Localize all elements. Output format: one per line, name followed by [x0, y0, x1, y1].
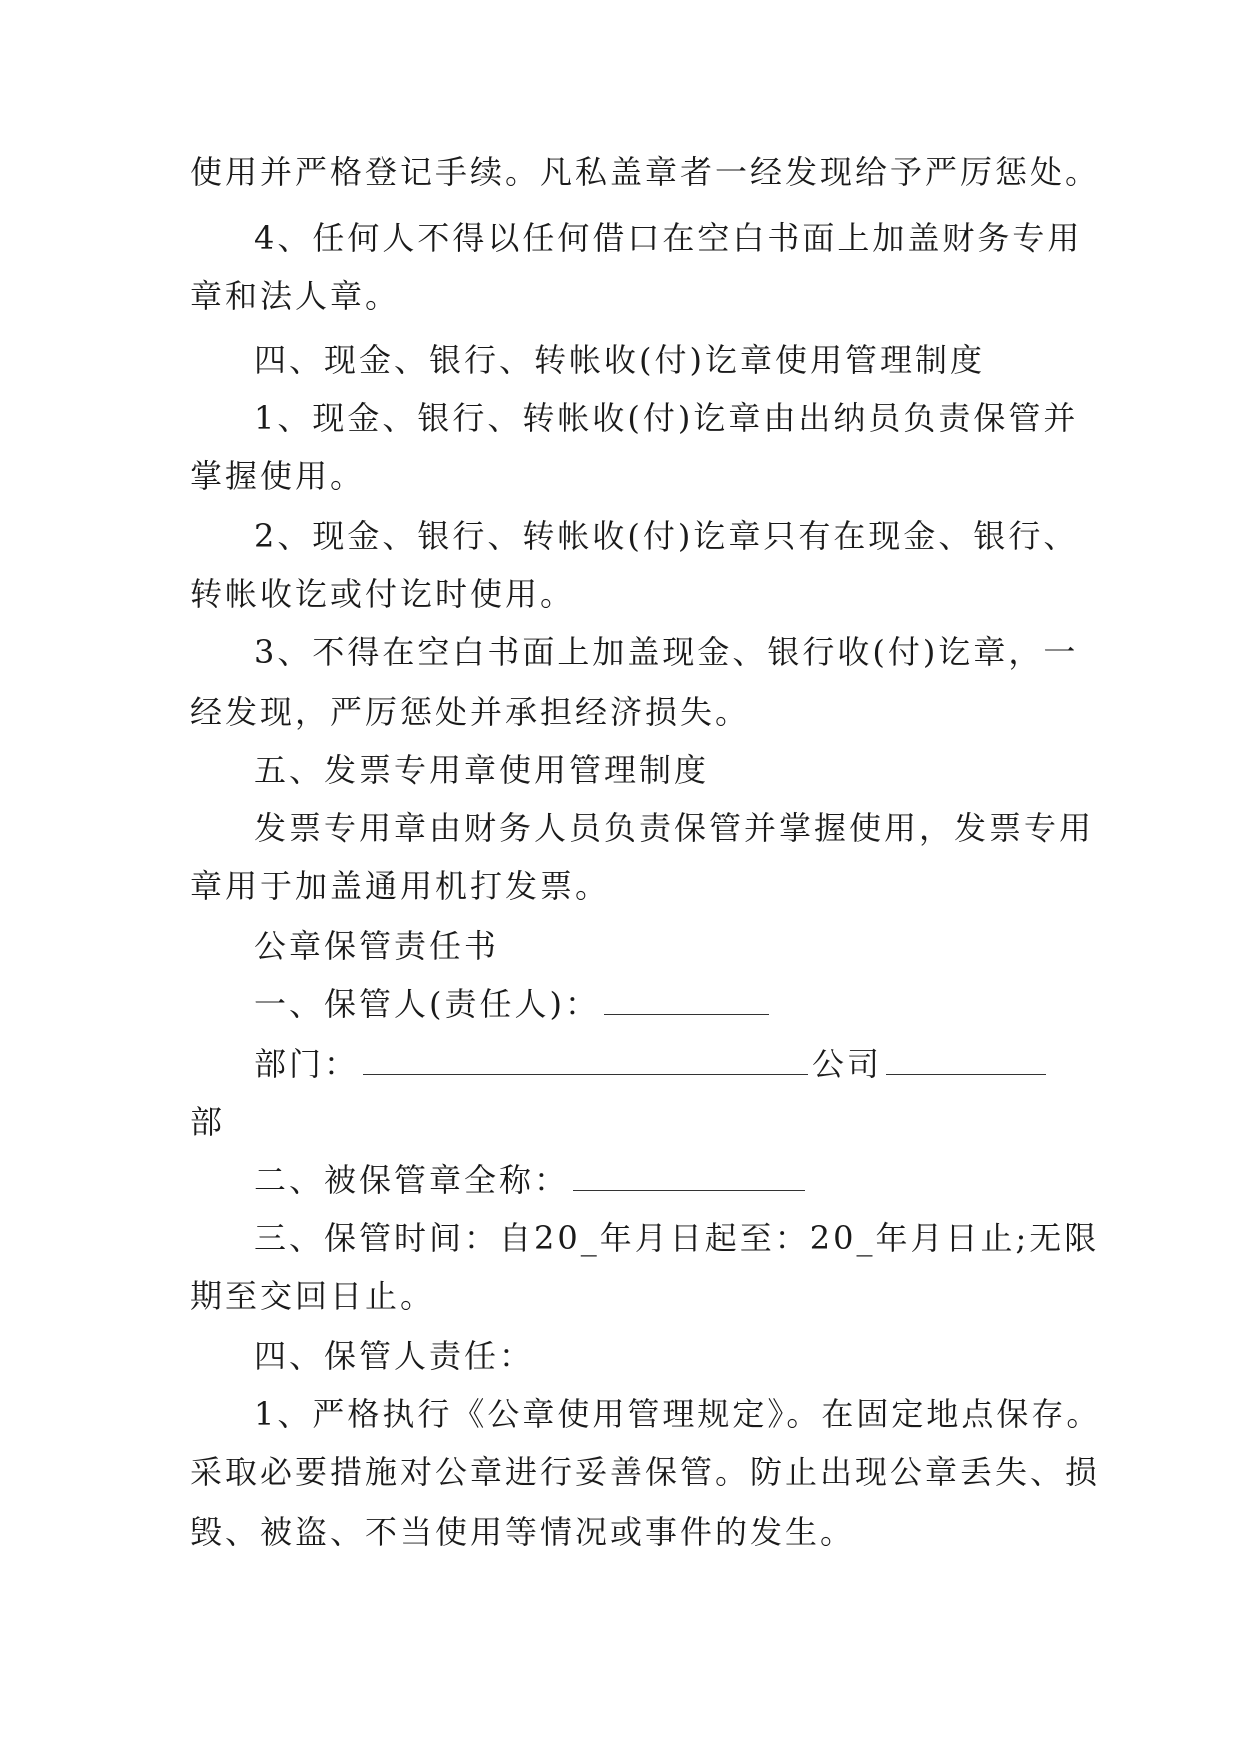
duty-heading: 四、保管人责任：	[254, 1337, 535, 1375]
paragraph-line: 经发现，严厉惩处并承担经济损失。	[190, 693, 751, 731]
paragraph-line: 发票专用章由财务人员负责保管并掌握使用，发票专用	[254, 809, 1095, 847]
company-label: 公司	[812, 1045, 883, 1083]
paragraph-line: 章和法人章。	[190, 277, 401, 315]
seal-name-blank	[573, 1160, 805, 1191]
document-subtitle: 公章保管责任书	[254, 927, 500, 965]
paragraph-line: 掌握使用。	[190, 457, 366, 495]
keeper-blank	[604, 984, 769, 1015]
duty-line: 采取必要措施对公章进行妥善保管。防止出现公章丢失、损	[190, 1453, 1101, 1491]
company-blank	[886, 1044, 1046, 1075]
section-heading: 四、现金、银行、转帐收(付)讫章使用管理制度	[254, 341, 985, 379]
dept-blank	[363, 1044, 808, 1075]
paragraph-line: 使用并严格登记手续。凡私盖章者一经发现给予严厉惩处。	[190, 153, 1101, 191]
dept-suffix: 部	[190, 1103, 226, 1141]
section-heading: 五、发票专用章使用管理制度	[254, 751, 710, 789]
seal-name-row	[254, 1160, 809, 1200]
period-line: 三、保管时间：自20_年月日起至：20_年月日止;无限	[254, 1219, 1100, 1257]
keeper-label: 一、保管人(责任人)：	[254, 985, 600, 1023]
seal-name-label: 二、被保管章全称：	[254, 1161, 570, 1199]
paragraph-line: 章用于加盖通用机打发票。	[190, 867, 611, 905]
paragraph-line: 2、现金、银行、转帐收(付)讫章只有在现金、银行、	[254, 517, 1079, 555]
paragraph-line: 1、现金、银行、转帐收(付)讫章由出纳员负责保管并	[254, 399, 1079, 437]
paragraph-line: 4、任何人不得以任何借口在空白书面上加盖财务专用	[254, 219, 1083, 257]
dept-label: 部门：	[254, 1045, 360, 1083]
keeper-row	[254, 984, 773, 1024]
period-line: 期至交回日止。	[190, 1277, 436, 1315]
dept-row	[254, 1044, 1050, 1084]
paragraph-line: 3、不得在空白书面上加盖现金、银行收(付)讫章，一	[254, 633, 1079, 671]
duty-line: 毁、被盗、不当使用等情况或事件的发生。	[190, 1513, 856, 1551]
duty-line: 1、严格执行《公章使用管理规定》。在固定地点保存。	[254, 1395, 1102, 1433]
paragraph-line: 转帐收讫或付讫时使用。	[190, 575, 576, 613]
